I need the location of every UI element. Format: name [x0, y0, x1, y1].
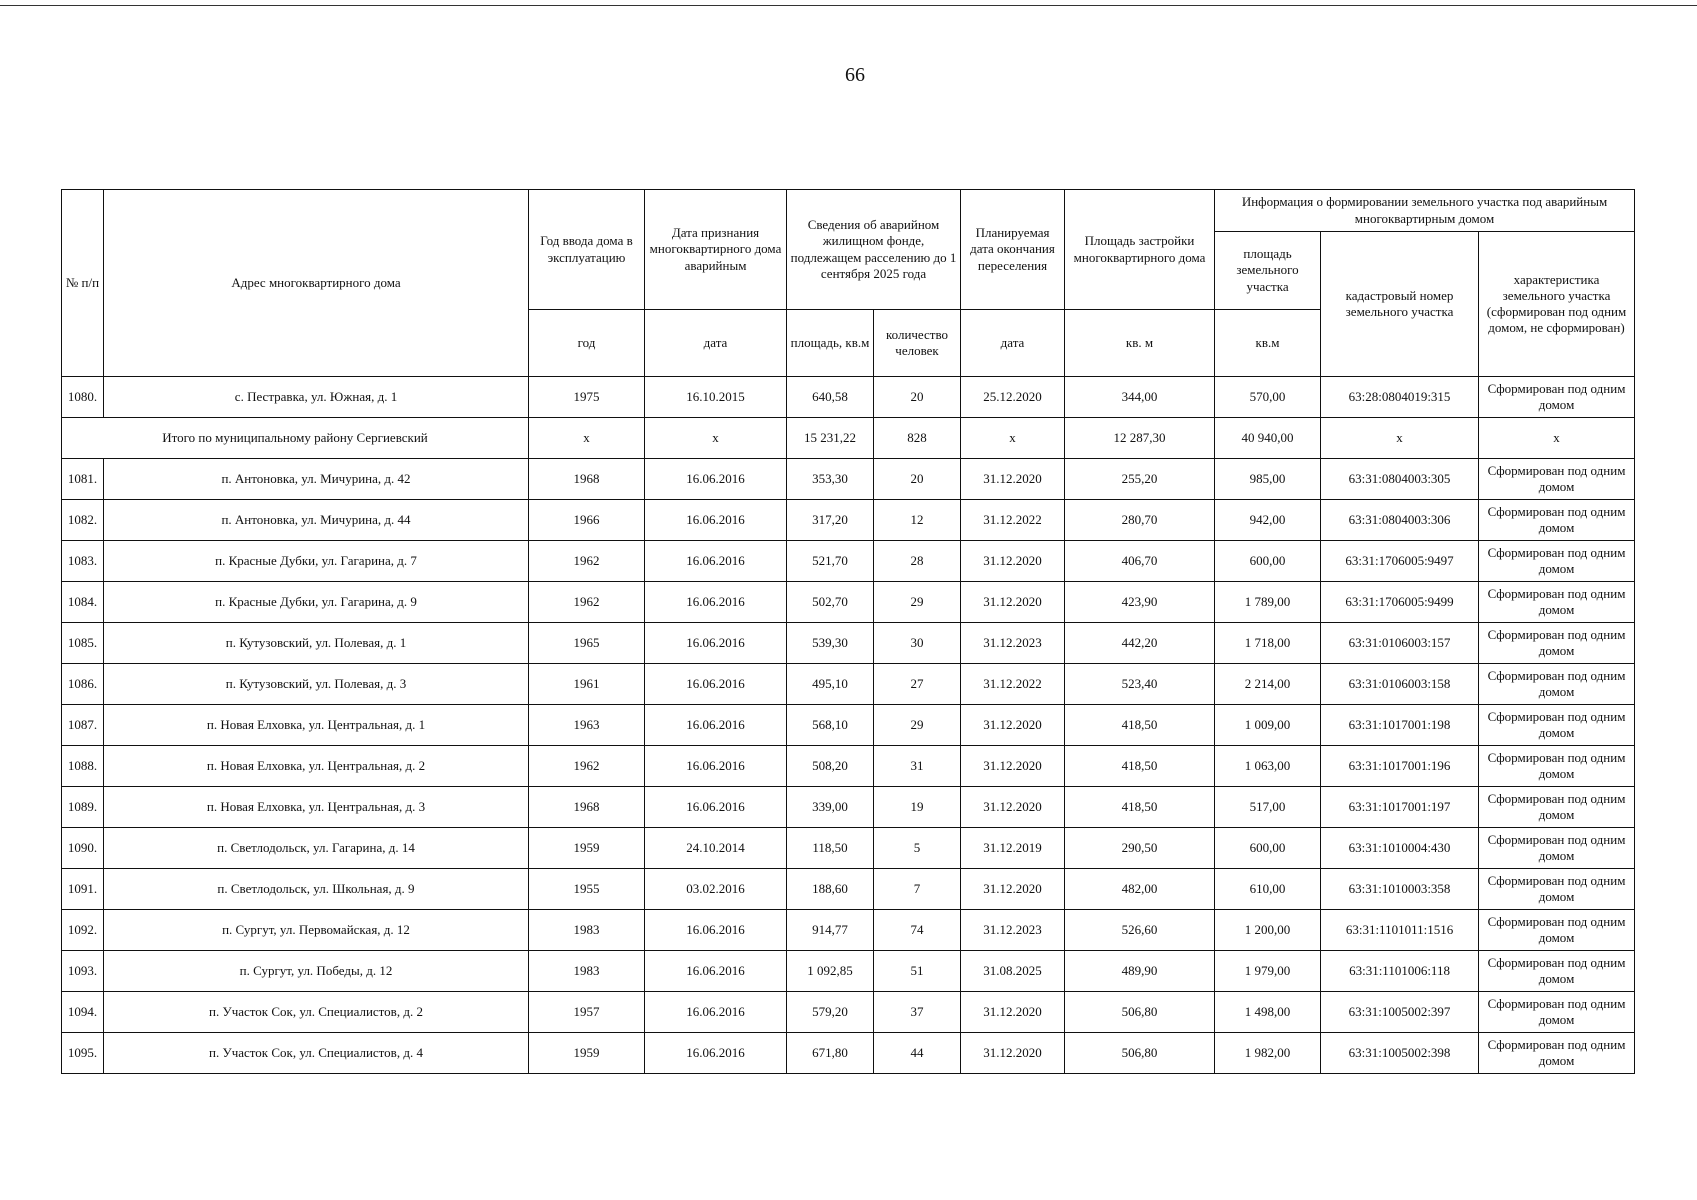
cell-people: 31 [874, 746, 961, 787]
cell-planned-end: 31.12.2023 [961, 910, 1065, 951]
cell-recognition-date: 16.06.2016 [645, 910, 787, 951]
table-row [62, 582, 1635, 623]
cell-land-status: Сформирован под одним домом [1479, 910, 1635, 951]
header-year-commissioned: Год ввода дома в эксплуатацию [529, 190, 645, 310]
cell-land-area: 600,00 [1215, 541, 1321, 582]
cell-land-status: Сформирован под одним домом [1479, 500, 1635, 541]
cell-cadastral-number: 63:31:1101006:118 [1321, 951, 1479, 992]
emergency-housing-table [61, 189, 1635, 1074]
cell-row-number: 1083. [62, 541, 104, 582]
cell-planned-end: 31.08.2025 [961, 951, 1065, 992]
cell-recognition-date: 16.06.2016 [645, 500, 787, 541]
table-row [62, 705, 1635, 746]
cell-people: 30 [874, 623, 961, 664]
cell-cadastral-number: 63:31:1005002:397 [1321, 992, 1479, 1033]
cell-people: 44 [874, 1033, 961, 1074]
table-row [62, 1033, 1635, 1074]
cell-area: 353,30 [787, 459, 874, 500]
cell-recognition-date: 24.10.2014 [645, 828, 787, 869]
unit-land-sqm: кв.м [1215, 310, 1321, 377]
header-planned-end: Планируемая дата окончания переселения [961, 190, 1065, 310]
cell-recognition-date: 03.02.2016 [645, 869, 787, 910]
table-row [62, 377, 1635, 418]
cell-land-status: Сформирован под одним домом [1479, 705, 1635, 746]
unit-build-sqm: кв. м [1065, 310, 1215, 377]
header-num: № п/п [62, 190, 104, 377]
cell-area: 568,10 [787, 705, 874, 746]
cell-cadastral-number: 63:28:0804019:315 [1321, 377, 1479, 418]
cell-land-status: Сформирован под одним домом [1479, 869, 1635, 910]
cell-land-status: х [1479, 418, 1635, 459]
cell-land-area: 942,00 [1215, 500, 1321, 541]
cell-land-status: Сформирован под одним домом [1479, 664, 1635, 705]
cell-address: п. Антоновка, ул. Мичурина, д. 42 [104, 459, 529, 500]
cell-land-area: 570,00 [1215, 377, 1321, 418]
cell-area: 188,60 [787, 869, 874, 910]
cell-recognition-date: 16.06.2016 [645, 459, 787, 500]
cell-area: 671,80 [787, 1033, 874, 1074]
cell-recognition-date: 16.06.2016 [645, 705, 787, 746]
cell-land-status: Сформирован под одним домом [1479, 623, 1635, 664]
cell-people: 20 [874, 459, 961, 500]
cell-area: 495,10 [787, 664, 874, 705]
cell-planned-end: 31.12.2020 [961, 1033, 1065, 1074]
table-row [62, 992, 1635, 1033]
cell-people: 29 [874, 705, 961, 746]
cell-area: 539,30 [787, 623, 874, 664]
total-row [62, 418, 1635, 459]
cell-area: 502,70 [787, 582, 874, 623]
cell-area: 1 092,85 [787, 951, 874, 992]
cell-address: п. Участок Сок, ул. Специалистов, д. 4 [104, 1033, 529, 1074]
table-body [62, 377, 1635, 1074]
cell-building-area: 280,70 [1065, 500, 1215, 541]
unit-area: площадь, кв.м [787, 310, 874, 377]
cell-land-area: 1 063,00 [1215, 746, 1321, 787]
cell-address: п. Новая Елховка, ул. Центральная, д. 3 [104, 787, 529, 828]
cell-land-area: 40 940,00 [1215, 418, 1321, 459]
table-row [62, 828, 1635, 869]
cell-row-number: 1093. [62, 951, 104, 992]
cell-land-status: Сформирован под одним домом [1479, 992, 1635, 1033]
cell-planned-end: 31.12.2023 [961, 623, 1065, 664]
cell-address: п. Новая Елховка, ул. Центральная, д. 1 [104, 705, 529, 746]
cell-row-number: 1092. [62, 910, 104, 951]
cell-recognition-date: 16.06.2016 [645, 623, 787, 664]
cell-year: 1968 [529, 787, 645, 828]
cell-planned-end: 31.12.2020 [961, 992, 1065, 1033]
cell-people: 29 [874, 582, 961, 623]
cell-building-area: 526,60 [1065, 910, 1215, 951]
cell-year: 1961 [529, 664, 645, 705]
cell-address: п. Кутузовский, ул. Полевая, д. 1 [104, 623, 529, 664]
cell-row-number: 1082. [62, 500, 104, 541]
cell-land-status: Сформирован под одним домом [1479, 746, 1635, 787]
cell-land-area: 600,00 [1215, 828, 1321, 869]
table-row [62, 951, 1635, 992]
cell-cadastral-number: 63:31:1017001:198 [1321, 705, 1479, 746]
header-emergency-info: Сведения об аварийном жилищном фонде, подлежащем расселению до 1 сентября 2025 года [787, 190, 961, 310]
cell-year: 1959 [529, 1033, 645, 1074]
cell-recognition-date: 16.06.2016 [645, 992, 787, 1033]
cell-address: п. Светлодольск, ул. Гагарина, д. 14 [104, 828, 529, 869]
cell-address: п. Красные Дубки, ул. Гагарина, д. 9 [104, 582, 529, 623]
cell-cadastral-number: 63:31:1010004:430 [1321, 828, 1479, 869]
cell-land-status: Сформирован под одним домом [1479, 951, 1635, 992]
cell-cadastral-number: 63:31:1005002:398 [1321, 1033, 1479, 1074]
cell-land-area: 1 200,00 [1215, 910, 1321, 951]
cell-area: 508,20 [787, 746, 874, 787]
cell-row-number: 1095. [62, 1033, 104, 1074]
cell-building-area: 290,50 [1065, 828, 1215, 869]
cell-recognition-date: 16.06.2016 [645, 951, 787, 992]
cell-row-number: 1091. [62, 869, 104, 910]
cell-land-area: 2 214,00 [1215, 664, 1321, 705]
cell-people: 828 [874, 418, 961, 459]
cell-address: п. Антоновка, ул. Мичурина, д. 44 [104, 500, 529, 541]
unit-end-date: дата [961, 310, 1065, 377]
cell-recognition-date: 16.10.2015 [645, 377, 787, 418]
unit-year: год [529, 310, 645, 377]
header-land-area: площадь земельного участка [1215, 232, 1321, 310]
cell-building-area: 344,00 [1065, 377, 1215, 418]
cell-planned-end: 25.12.2020 [961, 377, 1065, 418]
cell-people: 20 [874, 377, 961, 418]
cell-cadastral-number: 63:31:1017001:196 [1321, 746, 1479, 787]
unit-date: дата [645, 310, 787, 377]
header-recognition-date: Дата признания многоквартирного дома аварийным [645, 190, 787, 310]
cell-people: 12 [874, 500, 961, 541]
cell-year: 1962 [529, 541, 645, 582]
cell-row-number: 1080. [62, 377, 104, 418]
cell-cadastral-number: 63:31:1010003:358 [1321, 869, 1479, 910]
cell-year: 1957 [529, 992, 645, 1033]
cell-cadastral-number: 63:31:0804003:306 [1321, 500, 1479, 541]
total-label: Итого по муниципальному району Сергиевский [62, 418, 529, 459]
cell-people: 74 [874, 910, 961, 951]
cell-land-area: 1 498,00 [1215, 992, 1321, 1033]
cell-row-number: 1090. [62, 828, 104, 869]
cell-recognition-date: х [645, 418, 787, 459]
table-row [62, 500, 1635, 541]
cell-building-area: 482,00 [1065, 869, 1215, 910]
cell-planned-end: 31.12.2022 [961, 500, 1065, 541]
cell-land-area: 1 979,00 [1215, 951, 1321, 992]
cell-land-area: 610,00 [1215, 869, 1321, 910]
cell-building-area: 12 287,30 [1065, 418, 1215, 459]
cell-building-area: 489,90 [1065, 951, 1215, 992]
header-land-characteristic: характеристика земельного участка (сформирован под одним домом, не сформирован) [1479, 232, 1635, 377]
cell-people: 7 [874, 869, 961, 910]
top-rule [0, 5, 1697, 6]
cell-people: 28 [874, 541, 961, 582]
table-row [62, 541, 1635, 582]
cell-land-status: Сформирован под одним домом [1479, 582, 1635, 623]
cell-planned-end: х [961, 418, 1065, 459]
cell-cadastral-number: 63:31:0106003:157 [1321, 623, 1479, 664]
cell-cadastral-number: 63:31:1706005:9499 [1321, 582, 1479, 623]
cell-year: 1975 [529, 377, 645, 418]
cell-people: 5 [874, 828, 961, 869]
cell-area: 118,50 [787, 828, 874, 869]
cell-address: п. Кутузовский, ул. Полевая, д. 3 [104, 664, 529, 705]
cell-row-number: 1086. [62, 664, 104, 705]
cell-row-number: 1094. [62, 992, 104, 1033]
header-address: Адрес многоквартирного дома [104, 190, 529, 377]
cell-planned-end: 31.12.2020 [961, 787, 1065, 828]
cell-year: 1983 [529, 910, 645, 951]
cell-year: 1963 [529, 705, 645, 746]
cell-area: 339,00 [787, 787, 874, 828]
table-header [62, 190, 1635, 377]
cell-cadastral-number: х [1321, 418, 1479, 459]
cell-row-number: 1088. [62, 746, 104, 787]
table-row [62, 746, 1635, 787]
cell-area: 579,20 [787, 992, 874, 1033]
cell-land-area: 985,00 [1215, 459, 1321, 500]
cell-land-area: 1 789,00 [1215, 582, 1321, 623]
table-row [62, 664, 1635, 705]
cell-land-status: Сформирован под одним домом [1479, 459, 1635, 500]
cell-building-area: 442,20 [1065, 623, 1215, 664]
cell-cadastral-number: 63:31:0106003:158 [1321, 664, 1479, 705]
cell-planned-end: 31.12.2020 [961, 459, 1065, 500]
cell-recognition-date: 16.06.2016 [645, 664, 787, 705]
cell-building-area: 523,40 [1065, 664, 1215, 705]
cell-year: 1962 [529, 582, 645, 623]
unit-people: количество человек [874, 310, 961, 377]
cell-area: 521,70 [787, 541, 874, 582]
cell-planned-end: 31.12.2019 [961, 828, 1065, 869]
cell-row-number: 1081. [62, 459, 104, 500]
cell-cadastral-number: 63:31:1017001:197 [1321, 787, 1479, 828]
header-building-area: Площадь застройки многоквартирного дома [1065, 190, 1215, 310]
page-number: 66 [845, 64, 865, 86]
cell-planned-end: 31.12.2020 [961, 746, 1065, 787]
cell-address: п. Светлодольск, ул. Школьная, д. 9 [104, 869, 529, 910]
table-row [62, 787, 1635, 828]
cell-land-status: Сформирован под одним домом [1479, 377, 1635, 418]
table-row [62, 910, 1635, 951]
cell-building-area: 406,70 [1065, 541, 1215, 582]
cell-area: 914,77 [787, 910, 874, 951]
cell-planned-end: 31.12.2020 [961, 541, 1065, 582]
cell-recognition-date: 16.06.2016 [645, 582, 787, 623]
cell-address: п. Новая Елховка, ул. Центральная, д. 2 [104, 746, 529, 787]
cell-land-status: Сформирован под одним домом [1479, 1033, 1635, 1074]
cell-building-area: 418,50 [1065, 787, 1215, 828]
table-row [62, 869, 1635, 910]
cell-cadastral-number: 63:31:1706005:9497 [1321, 541, 1479, 582]
cell-planned-end: 31.12.2020 [961, 869, 1065, 910]
cell-address: п. Участок Сок, ул. Специалистов, д. 2 [104, 992, 529, 1033]
cell-row-number: 1087. [62, 705, 104, 746]
cell-address: п. Красные Дубки, ул. Гагарина, д. 7 [104, 541, 529, 582]
cell-year: х [529, 418, 645, 459]
cell-planned-end: 31.12.2022 [961, 664, 1065, 705]
cell-year: 1965 [529, 623, 645, 664]
cell-recognition-date: 16.06.2016 [645, 541, 787, 582]
cell-cadastral-number: 63:31:0804003:305 [1321, 459, 1479, 500]
cell-cadastral-number: 63:31:1101011:1516 [1321, 910, 1479, 951]
table-row [62, 623, 1635, 664]
cell-year: 1968 [529, 459, 645, 500]
cell-people: 51 [874, 951, 961, 992]
cell-year: 1983 [529, 951, 645, 992]
cell-address: п. Сургут, ул. Победы, д. 12 [104, 951, 529, 992]
cell-people: 37 [874, 992, 961, 1033]
cell-building-area: 506,80 [1065, 992, 1215, 1033]
cell-building-area: 423,90 [1065, 582, 1215, 623]
cell-people: 19 [874, 787, 961, 828]
cell-land-area: 1 982,00 [1215, 1033, 1321, 1074]
header-cadastral: кадастровый номер земельного участка [1321, 232, 1479, 377]
cell-year: 1966 [529, 500, 645, 541]
cell-row-number: 1085. [62, 623, 104, 664]
cell-year: 1955 [529, 869, 645, 910]
header-land-info: Информация о формировании земельного участка под аварийным многоквартирным домом [1215, 190, 1635, 232]
cell-land-status: Сформирован под одним домом [1479, 541, 1635, 582]
cell-building-area: 418,50 [1065, 705, 1215, 746]
cell-building-area: 418,50 [1065, 746, 1215, 787]
cell-people: 27 [874, 664, 961, 705]
cell-row-number: 1084. [62, 582, 104, 623]
cell-land-status: Сформирован под одним домом [1479, 787, 1635, 828]
cell-building-area: 506,80 [1065, 1033, 1215, 1074]
cell-land-area: 1 718,00 [1215, 623, 1321, 664]
cell-row-number: 1089. [62, 787, 104, 828]
cell-land-status: Сформирован под одним домом [1479, 828, 1635, 869]
cell-area: 317,20 [787, 500, 874, 541]
cell-recognition-date: 16.06.2016 [645, 787, 787, 828]
cell-address: с. Пестравка, ул. Южная, д. 1 [104, 377, 529, 418]
cell-area: 15 231,22 [787, 418, 874, 459]
table-row [62, 459, 1635, 500]
cell-land-area: 1 009,00 [1215, 705, 1321, 746]
cell-building-area: 255,20 [1065, 459, 1215, 500]
cell-year: 1959 [529, 828, 645, 869]
cell-year: 1962 [529, 746, 645, 787]
cell-planned-end: 31.12.2020 [961, 705, 1065, 746]
cell-recognition-date: 16.06.2016 [645, 1033, 787, 1074]
cell-planned-end: 31.12.2020 [961, 582, 1065, 623]
cell-recognition-date: 16.06.2016 [645, 746, 787, 787]
cell-land-area: 517,00 [1215, 787, 1321, 828]
cell-area: 640,58 [787, 377, 874, 418]
cell-address: п. Сургут, ул. Первомайская, д. 12 [104, 910, 529, 951]
